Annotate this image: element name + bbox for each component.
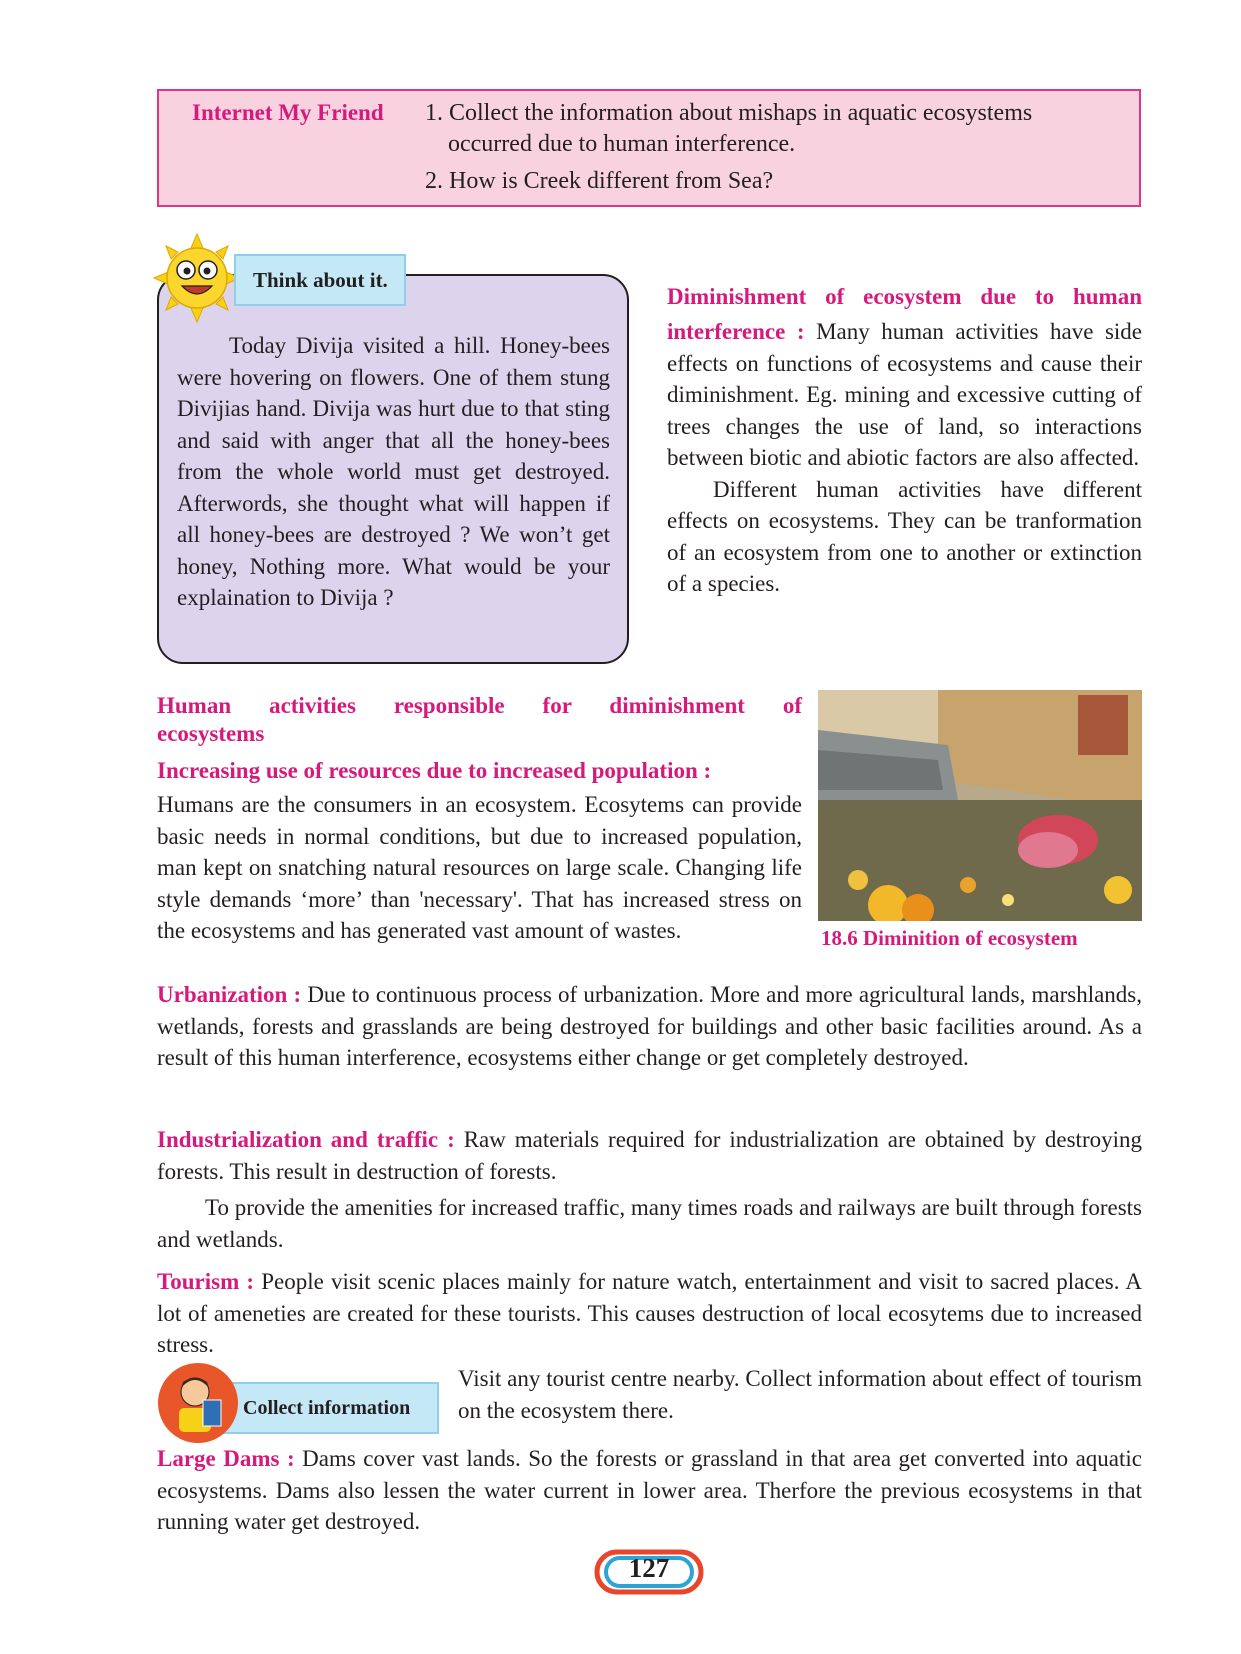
resources-text: Humans are the consumers in an ecosystem. Ecosytems can provide basic needs in normal conditions, but due to increased population, man kept on snatching natural resources on large scale. Changing life style demands ‘more’ than 'necessary'. That has increased stress on the ecosystems and has generated vast amount of wastes. (157, 792, 802, 943)
industrialization-label: Industrialization and traffic : (157, 1127, 455, 1152)
internet-question-1: 1. Collect the information about mishaps in aquatic ecosystems occurred due to human interference. (425, 100, 1033, 157)
diminishment-title-line1: Diminishment of ecosystem due to human (667, 284, 1142, 309)
student-reading-icon (157, 1362, 239, 1444)
industrialization-paragraph (157, 1124, 1142, 1187)
think-about-it-badge: Think about it. (234, 254, 406, 306)
large-dams-paragraph (157, 1443, 1142, 1538)
diminishment-block (667, 278, 1142, 316)
page-number: 127 (628, 1553, 670, 1583)
diminishment-paragraph-2: Different human activities have different effects on ecosystems. They can be tranformation of an ecosystem from one to another or extinction of a species. (667, 476, 1142, 596)
collect-information-badge: Collect information (219, 1382, 439, 1434)
tourism-label: Tourism : (157, 1269, 255, 1294)
tourism-text: People visit scenic places mainly for nature watch, entertainment and visit to sacred places. A lot of ameneties are created for these tourists. This causes destruction of local ecosytems due to increased stress. (157, 1269, 1142, 1357)
think-about-it-text (177, 330, 610, 614)
internet-my-friend-label: Internet My Friend (192, 100, 384, 125)
diminishment-paragraph-1 (667, 316, 1142, 474)
diminishment-p1-text: Many human activities have side effects on functions of ecosystems and cause their diminishment. Eg. mining and excessive cutting of trees changes the use of land, so interactions between biotic and abiotic factors are also affected. (667, 319, 1143, 470)
resources-heading: Increasing use of resources due to increased population : (157, 758, 712, 783)
industrialization-text: Raw materials required for industrialization are obtained by destroying forests. This result in destruction of forests. (157, 1127, 1142, 1184)
think-paragraph: Today Divija visited a hill. Honey-bees were hovering on flowers. One of them stung Divijias hand. Divija was hurt due to that sting and said with anger that all the honey-bees from the whole world must get destroyed. Afterwords, she thought what will happen if all honey-bees are destroyed ? We won’t get honey, Nothing more. What would be your explaination to Divija ? (177, 333, 610, 610)
traffic-paragraph: To provide the amenities for increased traffic, many times roads and railways are built through forests and wetlands. (157, 1195, 1142, 1252)
urbanization-label: Urbanization : (157, 982, 302, 1007)
diminishment-body (667, 316, 1142, 600)
human-activities-heading-line2: ecosystems (157, 721, 265, 746)
urbanization-text: Due to continuous process of urbanization. More and more agricultural lands, marshlands, wetlands, forests and grasslands are being destroyed for buildings and other basic facilities around. As a result of this human interference, ecosystems either change or get completely destroyed. (157, 982, 1143, 1070)
large-dams-text: Dams cover vast lands. So the forests or grassland in that area get converted into aquatic ecosystems. Dams also lessen the water current in lower area. Therfore the previous ecosystems in that running water get destroyed. (157, 1446, 1143, 1534)
figure-caption: 18.6 Diminition of ecosystem (821, 926, 1078, 950)
diminishment-title-line2: interference : (667, 319, 805, 344)
internet-question-2: 2. How is Creek different from Sea? (425, 168, 774, 194)
ecosystem-diminition-photo (818, 690, 1142, 921)
tourism-paragraph (157, 1266, 1142, 1361)
sun-mascot-icon (152, 232, 242, 324)
collect-information-text: Visit any tourist centre nearby. Collect information about effect of tourism on the ecosystem there. (458, 1366, 1142, 1423)
large-dams-label: Large Dams : (157, 1446, 295, 1471)
human-activities-heading: Human activities responsible for diminishment of (157, 693, 802, 718)
urbanization-paragraph (157, 979, 1142, 1074)
